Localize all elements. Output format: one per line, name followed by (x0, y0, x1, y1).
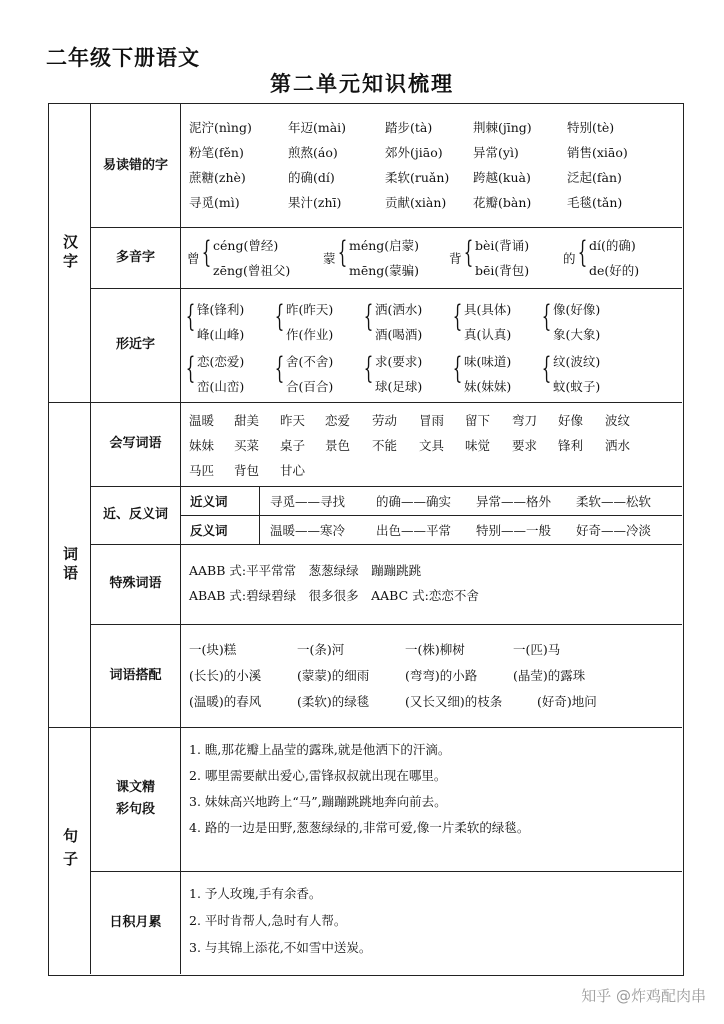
yidu-word: 贡献(xiàn) (385, 195, 447, 210)
dapei-phrase: 一(株)柳树 (405, 642, 465, 657)
brace-icon: { (185, 299, 196, 334)
brace-icon: { (541, 299, 552, 334)
dapei-phrase: 一(条)河 (297, 642, 345, 657)
label-kewen (91, 727, 180, 871)
yidu-word: 煎熬(áo) (288, 145, 338, 160)
xingjin-word: 作(作业) (286, 327, 334, 342)
dapei-phrase: (又长又细)的枝条 (405, 694, 503, 709)
dapei-row (189, 640, 679, 662)
huixie-word: 留下 (465, 413, 491, 428)
dapei-phrase: (晶莹)的露珠 (513, 668, 586, 683)
xingjin-word: 酒(喝酒) (375, 327, 423, 342)
kewen-sentence: 3. 妹妹高兴地跨上“马”,蹦蹦跳跳地奔向前去。 (189, 794, 447, 809)
duoyin-char: 背 (449, 251, 462, 266)
brace-icon: { (541, 351, 552, 386)
rijie-line: 1. 予人玫瑰,手有余香。 (189, 886, 322, 901)
yidu-word: 泛起(fàn) (567, 170, 622, 185)
huixie-word: 文具 (419, 438, 445, 453)
xingjin-content (187, 296, 681, 400)
yidu-row (189, 118, 679, 140)
fanyi-pair: 特别——一般 (476, 523, 552, 538)
xingjin-word: 昨(昨天) (286, 302, 334, 317)
brace-icon: { (463, 235, 474, 270)
duoyin-reading: méng(启蒙) (349, 238, 420, 253)
grade-heading: 二年级下册语文 (46, 46, 200, 70)
brace-icon: { (185, 351, 196, 386)
kewen-sentence: 1. 瞧,那花瓣上晶莹的露珠,就是他洒下的汗滴。 (189, 742, 451, 757)
brace-icon: { (452, 351, 463, 386)
dapei-phrase: (温暖)的春风 (189, 694, 262, 709)
label-dapei: 词语搭配 (109, 667, 162, 683)
watermark: 知乎 @炸鸡配肉串 (581, 987, 706, 1005)
section-hanzi (49, 104, 91, 402)
huixie-word: 买菜 (234, 438, 260, 453)
duoyin-reading: mēng(蒙骗) (349, 263, 420, 278)
brace-icon: { (274, 351, 285, 386)
label-teshu: 特殊词语 (109, 576, 162, 591)
huixie-word: 甘心 (280, 463, 306, 478)
huixie-content (189, 411, 679, 483)
section-hanzi-label: 汉字 (61, 234, 79, 272)
jinyi-row (190, 492, 680, 512)
xingjin-word: 像(好像) (553, 302, 601, 317)
yidu-word: 跨越(kuà) (473, 170, 531, 185)
xingjin-word: 球(足球) (375, 379, 423, 394)
fanyi-pair: 温暖——寒冷 (270, 523, 346, 538)
label-jinfan: 近、反义词 (102, 507, 168, 522)
label-rijie: 日积月累 (109, 914, 162, 930)
yidu-word: 踏步(tà) (385, 120, 433, 135)
yidu-word: 异常(yì) (473, 145, 519, 160)
fanyi-pair: 好奇——冷淡 (576, 523, 652, 538)
label-huixie: 会写词语 (109, 436, 162, 451)
yidu-word: 蔗糖(zhè) (189, 170, 246, 185)
teshu-line: AABB 式:平平常常 葱葱绿绿 蹦蹦跳跳 (189, 563, 422, 578)
huixie-word: 温暖 (189, 413, 215, 428)
huixie-word: 冒雨 (419, 413, 445, 428)
yidu-word: 郊外(jiāo) (385, 145, 443, 160)
dapei-phrase: 一(匹)马 (513, 642, 561, 657)
xingjin-word: 真(认真) (464, 327, 512, 342)
knowledge-table (48, 103, 684, 976)
duoyin-reading: de(好的) (589, 263, 640, 278)
section-ciyu-label: 词语 (61, 545, 79, 584)
rijie-line: 3. 与其锦上添花,不如雪中送炭。 (189, 940, 372, 955)
xingjin-word: 具(具体) (464, 302, 512, 317)
rijie-content (189, 884, 679, 964)
huixie-row (189, 461, 679, 483)
dapei-phrase: (柔软)的绿毯 (297, 694, 370, 709)
huixie-word: 昨天 (280, 413, 306, 428)
fanyi-pair: 出色——平常 (376, 523, 452, 538)
duoyin-reading: bēi(背包) (475, 263, 530, 278)
yidu-word: 寻觅(mì) (189, 195, 240, 210)
huixie-word: 不能 (372, 438, 398, 453)
yidu-content (189, 118, 679, 218)
huixie-word: 劳动 (372, 413, 398, 428)
huixie-word: 洒水 (605, 438, 631, 453)
dapei-phrase: (蒙蒙)的细雨 (297, 668, 370, 683)
xingjin-word: 象(大象) (553, 327, 601, 342)
dapei-row (189, 692, 679, 714)
duoyin-reading: dí(的确) (589, 238, 636, 253)
brace-icon: { (577, 235, 588, 270)
page-title: 第二单元知识梳理 (270, 72, 454, 96)
jinyi-label: 近义词 (190, 494, 228, 509)
xingjin-word: 洒(洒水) (375, 302, 423, 317)
section-ciyu (49, 402, 91, 727)
section-juzi (49, 727, 91, 974)
xingjin-word: 锋(锋利) (197, 302, 245, 317)
dapei-phrase: 一(块)糕 (189, 642, 237, 657)
fanyi-row (190, 521, 680, 541)
dapei-row (189, 666, 679, 688)
duoyin-char: 的 (563, 251, 576, 266)
rijie-line: 2. 平时肯帮人,急时有人帮。 (189, 913, 347, 928)
brace-icon: { (274, 299, 285, 334)
jinyi-pair: 异常——格外 (476, 494, 552, 509)
dapei-phrase: (好奇)地问 (537, 694, 597, 709)
kewen-sentence: 4. 路的一边是田野,葱葱绿绿的,非常可爱,像一片柔软的绿毯。 (189, 820, 530, 835)
yidu-row (189, 193, 679, 215)
dapei-phrase: (弯弯)的小路 (405, 668, 478, 683)
xingjin-word: 峦(山峦) (197, 379, 245, 394)
xingjin-word: 舍(不舍) (286, 354, 334, 369)
yidu-word: 特别(tè) (567, 120, 615, 135)
brace-icon: { (363, 299, 374, 334)
label-yidu: 易读错的字 (102, 157, 168, 173)
huixie-word: 好像 (558, 413, 584, 428)
huixie-word: 波纹 (605, 413, 631, 428)
duoyin-reading: céng(曾经) (213, 238, 279, 253)
kewen-content (189, 740, 679, 850)
huixie-row (189, 436, 679, 458)
fanyi-label: 反义词 (190, 523, 228, 538)
huixie-word: 马匹 (189, 463, 215, 478)
label-duoyin: 多音字 (115, 249, 155, 265)
dapei-phrase: (长长)的小溪 (189, 668, 262, 683)
xingjin-word: 蚊(蚊子) (553, 379, 601, 394)
duoyin-reading: bèi(背诵) (475, 238, 530, 253)
brace-icon: { (452, 299, 463, 334)
label-kewen-line1: 课文精 (115, 780, 155, 795)
brace-icon: { (201, 235, 212, 270)
yidu-word: 粉笔(fěn) (189, 145, 244, 160)
huixie-word: 锋利 (558, 438, 584, 453)
label-xingjin: 形近字 (115, 337, 155, 352)
xingjin-word: 纹(波纹) (553, 354, 601, 369)
teshu-content (189, 561, 679, 611)
yidu-row (189, 168, 679, 190)
jinyi-pair: 寻觅——寻找 (270, 494, 346, 509)
yidu-word: 年迈(mài) (288, 120, 347, 135)
huixie-word: 味觉 (465, 438, 491, 453)
yidu-word: 柔软(ruǎn) (385, 170, 450, 185)
duoyin-char: 曾 (187, 251, 200, 266)
huixie-word: 景色 (325, 438, 351, 453)
huixie-row (189, 411, 679, 433)
brace-icon: { (337, 235, 348, 270)
section-juzi-label: 句子 (61, 827, 79, 874)
yidu-word: 销售(xiāo) (567, 145, 628, 160)
jinyi-pair: 柔软——松软 (576, 494, 652, 509)
huixie-word: 要求 (512, 438, 538, 453)
duoyin-reading: zēng(曾祖父) (213, 263, 291, 278)
huixie-word: 桌子 (280, 438, 306, 453)
xingjin-word: 峰(山峰) (197, 327, 245, 342)
yidu-word: 泥泞(nìng) (189, 120, 252, 135)
yidu-word: 毛毯(tǎn) (567, 195, 623, 210)
huixie-word: 恋爱 (325, 413, 351, 428)
teshu-line: ABAB 式:碧绿碧绿 很多很多 AABC 式:恋恋不舍 (189, 588, 479, 603)
xingjin-word: 味(味道) (464, 354, 512, 369)
label-kewen-line2: 彩句段 (115, 802, 155, 817)
dapei-content (189, 640, 679, 720)
huixie-word: 甜美 (234, 413, 260, 428)
huixie-word: 妹妹 (189, 438, 215, 453)
yidu-word: 荆棘(jīng) (473, 120, 532, 135)
duoyin-char: 蒙 (323, 251, 336, 266)
yidu-word: 果汁(zhī) (288, 195, 342, 210)
xingjin-word: 合(百合) (286, 379, 334, 394)
duoyin-content (187, 234, 681, 282)
yidu-row (189, 143, 679, 165)
xingjin-word: 恋(恋爱) (197, 354, 245, 369)
kewen-sentence: 2. 哪里需要献出爱心,雷锋叔叔就出现在哪里。 (189, 768, 447, 783)
yidu-word: 的确(dí) (288, 170, 335, 185)
brace-icon: { (363, 351, 374, 386)
huixie-word: 弯刀 (512, 413, 538, 428)
xingjin-word: 求(要求) (375, 354, 423, 369)
yidu-word: 花瓣(bàn) (473, 195, 532, 210)
xingjin-word: 妹(妹妹) (464, 379, 512, 394)
huixie-word: 背包 (234, 463, 260, 478)
jinyi-pair: 的确——确实 (376, 494, 452, 509)
